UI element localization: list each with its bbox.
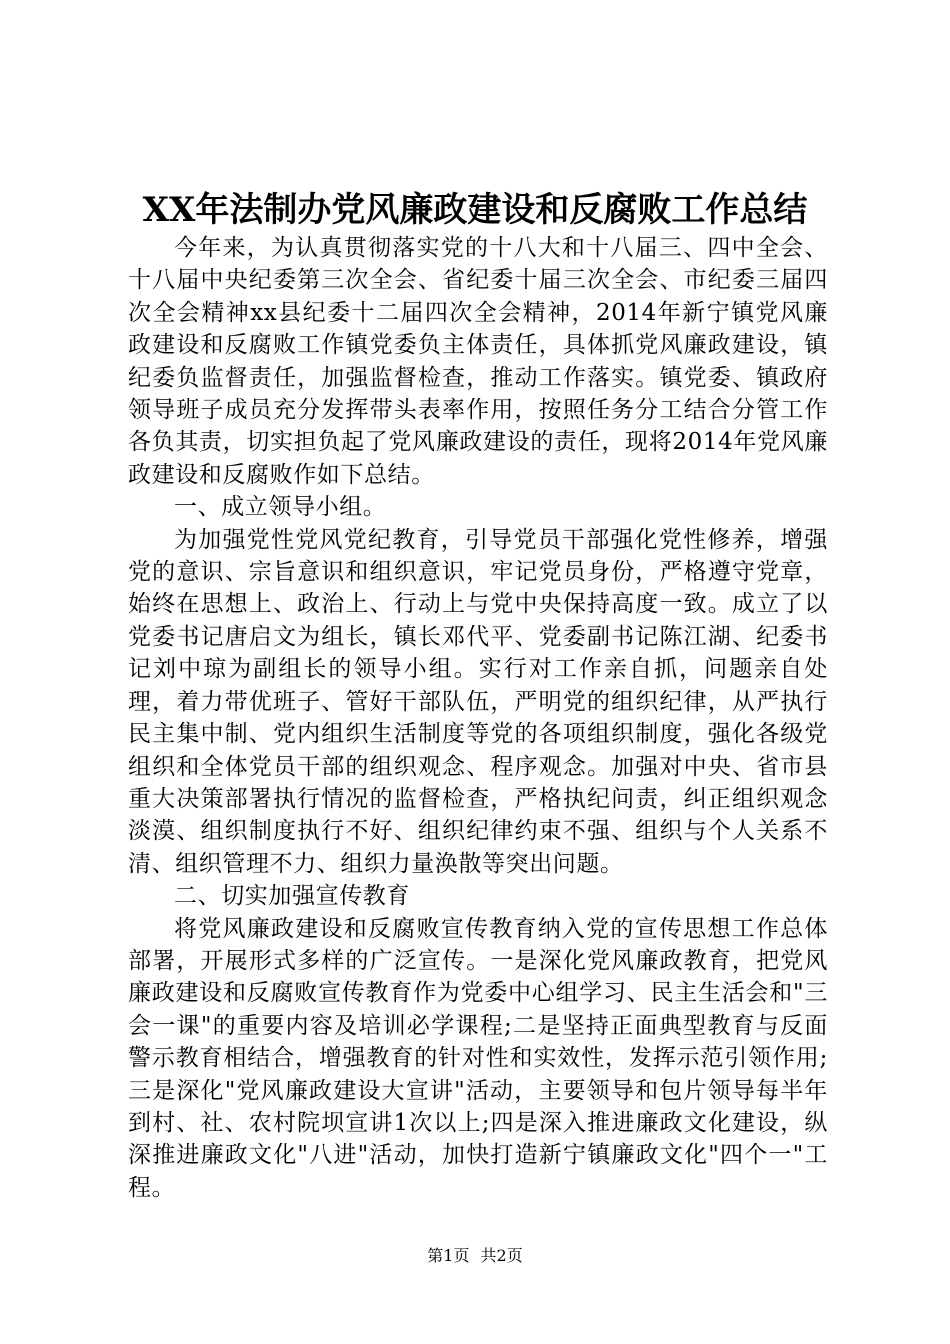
document-title: XX年法制办党风廉政建设和反腐败工作总结 bbox=[142, 190, 808, 230]
section-heading-1: 一、成立领导小组。 bbox=[174, 494, 387, 521]
page-number-total: 共2页 bbox=[480, 1246, 523, 1265]
page-number-current: 第1页 bbox=[427, 1246, 470, 1265]
section-1-paragraph: 为加强党性党风党纪教育，引导党员干部强化党性修养，增强党的意识、宗旨意识和组织意识，牢记党员身份，严格遵守党章，始终在思想上、政治上、行动上与党中央保持高度一致。成立了以党委书记唐启文为组长，镇长邓代平、党委副书记陈江湖、纪委书记刘中琼为副组长的领导小组。实行对工作亲自抓，问题亲自处理，着力带优班子、管好干部队伍，严明党的组织纪律，从严执行民主集中制、党内组织生活制度等党的各项组织制度，强化各级党组织和全体党员干部的组织观念、程序观念。加强对中央、省市县重大决策部署执行情况的监督检查，严格执纪问责，纠正组织观念淡漠、组织制度执行不好、组织纪律约束不强、组织与个人关系不清、组织管理不力、组织力量涣散等突出问题。 bbox=[128, 526, 828, 877]
intro-paragraph: 今年来，为认真贯彻落实党的十八大和十八届三、四中全会、十八届中央纪委第三次全会、省纪委十届三次全会、市纪委三届四次全会精神xx县纪委十二届四次全会精神，2014年新宁镇党风廉政建设和反腐败工作镇党委负主体责任，具体抓党风廉政建设，镇纪委负监督责任，加强监督检查，推动工作落实。镇党委、镇政府领导班子成员充分发挥带头表率作用，按照任务分工结合分管工作各负其责，切实担负起了党风廉政建设的责任，现将2014年党风廉政建设和反腐败作如下总结。 bbox=[128, 235, 828, 488]
section-heading-2: 二、切实加强宣传教育 bbox=[174, 883, 410, 910]
document-body bbox=[128, 232, 828, 1204]
section-2-paragraph: 将党风廉政建设和反腐败宣传教育纳入党的宣传思想工作总体部署，开展形式多样的广泛宣传。一是深化党风廉政教育，把党风廉政建设和反腐败宣传教育作为党委中心组学习、民主生活会和"三会一课"的重要内容及培训必学课程;二是坚持正面典型教育与反面警示教育相结合，增强教育的针对性和实效性，发挥示范引领作用;三是深化"党风廉政建设大宣讲"活动，主要领导和包片领导每半年到村、社、农村院坝宣讲1次以上;四是深入推进廉政文化建设，纵深推进廉政文化"八进"活动，加快打造新宁镇廉政文化"四个一"工程。 bbox=[128, 915, 828, 1201]
page-footer bbox=[0, 1244, 950, 1268]
